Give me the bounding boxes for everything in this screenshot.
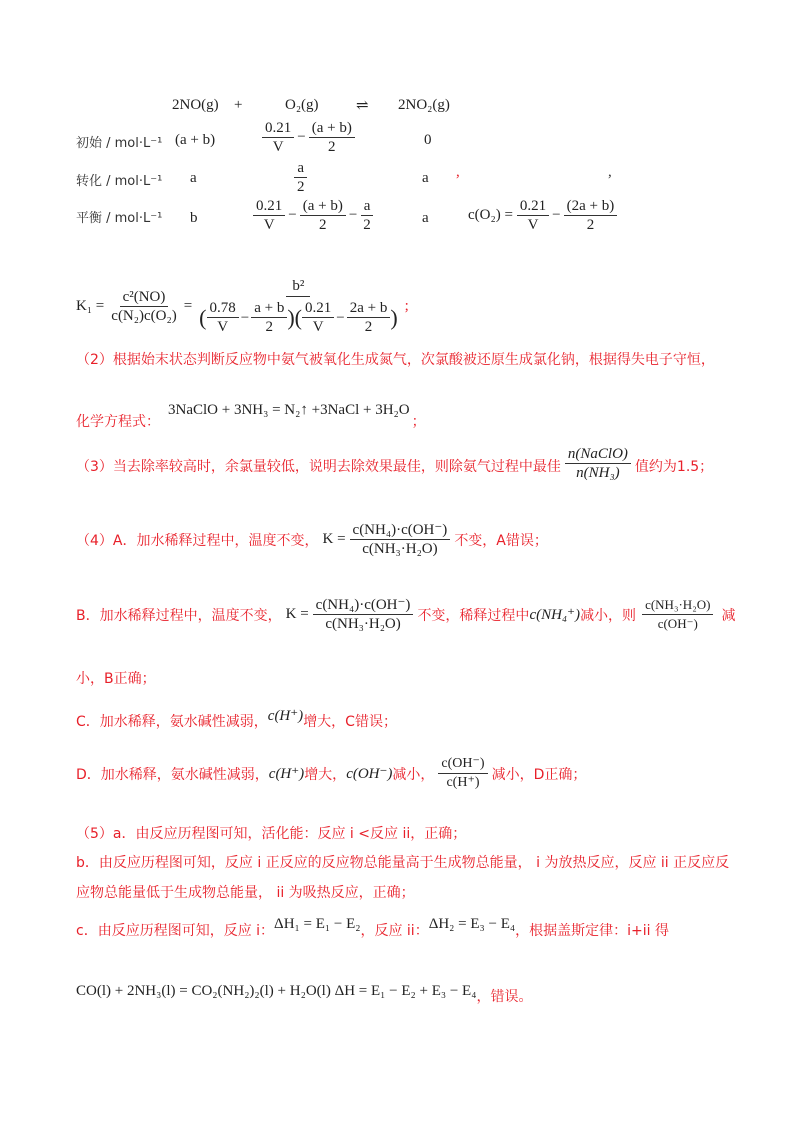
part4-b-line2: 小，B正确； (76, 671, 156, 687)
part3-line: （3）当去除率较高时，余氯量较低，说明去除效果最佳，则除氨气过程中最佳 $\frac{\text{n(NaClO)}}{\text{n(NH₃)}}$ 值约为1.5； (76, 446, 714, 481)
equilibrium-no: b (190, 210, 198, 226)
part5-b2: 应物总能量低于生成物总能量， ii 为吸热反应，正确； (76, 885, 415, 901)
part4-d-line: D．加水稀释，氨水碱性减弱， c(H⁺) 增大， c(OH⁻) 减小， $\frac{c(OH^-)}{c(H^+)}$ 减小，D正确； (76, 756, 587, 790)
k1-expression: K₁ = $\frac{\text{c²(NO)}}{\text{c(N₂)c(O₂)}}$ = b² ( $\frac{0.78}{V}$ − $\frac{a + b}{2}$ )( $\frac{0.21}{V}$ − $\frac{2a + b}{2}$ ) ; (76, 278, 409, 335)
part4-a-line: （4）A．加水稀释过程中，温度不变， K = $\frac{\text{c(NH₄)·c(OH⁻)}}{\text{c(NH₃·H₂O)}}$ 不变，A错误； (76, 522, 548, 557)
plus-sign: + (234, 97, 243, 113)
part5-c-line: c．由反应历程图可知，反应 i： ΔH₁ = E₁ − E₂ ，反应 ii： ΔH₂ = E₃ − E₄ ，根据盖斯定律：i+ii 得 (76, 915, 669, 939)
row-label-initial: 初始 / mol·L⁻¹ (76, 136, 163, 151)
equilibrium-o2: $\frac{0.21}{V}$ − $\frac{(a + b)}{2}$ − $\frac{a}{2}$ (253, 198, 374, 233)
part5-b1: b．由反应历程图可知，反应 i 正反应的反应物总能量高于生成物总能量， i 为放热反应，反应 ii 正反应反 (76, 855, 730, 871)
row-label-equilibrium: 平衡 / mol·L⁻¹ (76, 211, 163, 226)
change-no: a (190, 170, 197, 186)
part4-c-line: C．加水稀释，氨水碱性减弱， c(H⁺) 增大，C错误； (76, 707, 397, 730)
part4-b-line: B．加水稀释过程中，温度不变， K = $\frac{\text{c(NH₄)·c(OH⁻)}}{\text{c(NH₃·H₂O)}}$ 不变，稀释过程中 c(NH₄⁺) 减小，则 $\frac{\text{c(NH₃·H₂O)}}{c(OH^-)}$ 减 (76, 597, 736, 632)
initial-no2: 0 (424, 132, 432, 148)
initial-no: (a + b) (175, 132, 216, 148)
part2-text: （2）根据始末状态判断反应物中氨气被氧化生成氮气，次氯酸被还原生成氯化钠，根据得失电子守恒， (76, 352, 715, 368)
part2-equation: 3NaClO + 3NH₃ = N₂↑ +3NaCl + 3H₂O (168, 401, 410, 418)
change-o2: $\frac{a}{2}$ (294, 160, 308, 195)
comma-mark-1: , (456, 164, 460, 180)
reactant-o2: O₂(g) (285, 97, 319, 113)
part5-a: （5）a．由反应历程图可知，活化能：反应 i <反应 ii，正确； (76, 826, 467, 842)
reactant-no: 2NO(g) (172, 97, 219, 113)
comma-mark-2: , (608, 164, 612, 180)
o2-concentration-expression: c(O₂) = $\frac{0.21}{V}$ − $\frac{(2a + b)}{2}$ (468, 198, 617, 233)
product-no2: 2NO₂(g) (398, 97, 450, 113)
part2-equation-line: 化学方程式： 3NaClO + 3NH₃ = N₂↑ +3NaCl + 3H₂O ； (76, 401, 426, 430)
part5-final-line: CO(l) + 2NH₃(l) = CO₂(NH₂)₂(l) + H₂O(l) ΔH = E₁ − E₂ + E₃ − E₄ ，错误。 (76, 982, 533, 1005)
final-equation: CO(l) + 2NH₃(l) = CO₂(NH₂)₂(l) + H₂O(l) ΔH = E₁ − E₂ + E₃ − E₄ (76, 982, 477, 999)
change-no2: a (422, 170, 429, 186)
equilibrium-arrow: ⇌ (356, 98, 369, 114)
initial-o2: $\frac{0.21}{V}$ − $\frac{(a + b)}{2}$ (262, 120, 355, 155)
row-label-change: 转化 / mol·L⁻¹ (76, 174, 163, 189)
equilibrium-no2: a (422, 210, 429, 226)
